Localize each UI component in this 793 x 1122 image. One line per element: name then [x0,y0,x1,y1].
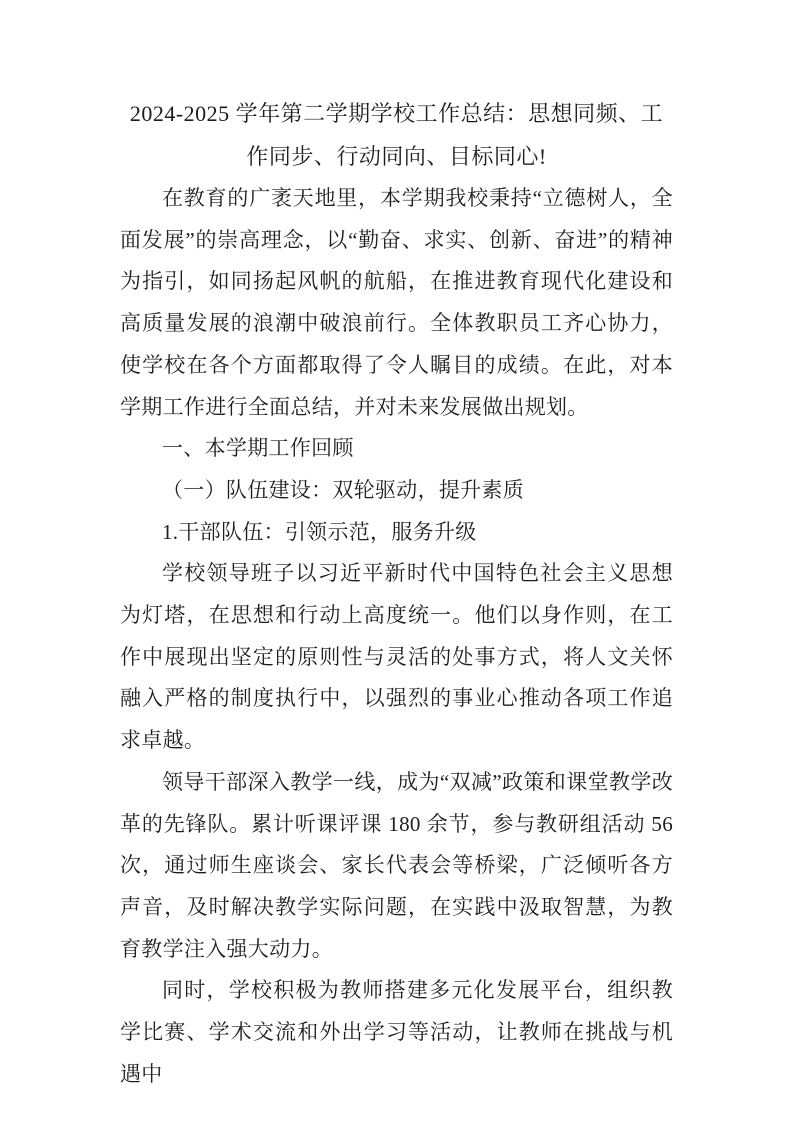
opening-paragraph: 在教育的广袤天地里，本学期我校秉持“立德树人，全面发展”的崇高理念，以“勤奋、求实、创新、奋进”的精神为指引，如同扬起风帆的航船，在推进教育现代化建设和高质量发展的浪潮中破浪前行。全体教职员工齐心协力，使学校在各个方面都取得了令人瞩目的成绩。在此，对本学期工作进行全面总结，并对未来发展做出规划。 [120,186,673,419]
paragraph-leadership-team: 学校领导班子以习近平新时代中国特色社会主义思想为灯塔，在思想和行动上高度统一。他们以身作则，在工作中展现出坚定的原则性与灵活的处事方式，将人文关怀融入严格的制度执行中，以强烈的事业心推动各项工作追求卓越。 [120,561,673,753]
subsection-heading-team-building: （一）队伍建设：双轮驱动，提升素质 [162,477,525,502]
document-title: 2024-2025 学年第二学期学校工作总结：思想同频、工作同步、行动同向、目标同心! [129,101,664,169]
subsubsection-heading-cadre-team: 1.干部队伍：引领示范，服务升级 [162,519,477,544]
section-heading-work-review: 一、本学期工作回顾 [162,436,354,461]
paragraph-teacher-platform: 同时，学校积极为教师搭建多元化发展平台，组织教学比赛、学术交流和外出学习等活动，让教师在挑战与机遇中 [120,978,673,1086]
paragraph-cadres-frontline: 领导干部深入教学一线，成为“双减”政策和课堂教学改革的先锋队。累计听课评课 180 余节，参与教研组活动 56 次，通过师生座谈会、家长代表会等桥梁，广泛倾听各方声音，及时解决教学实际问题，在实践中汲取智慧，为教育教学注入强大动力。 [120,769,673,961]
